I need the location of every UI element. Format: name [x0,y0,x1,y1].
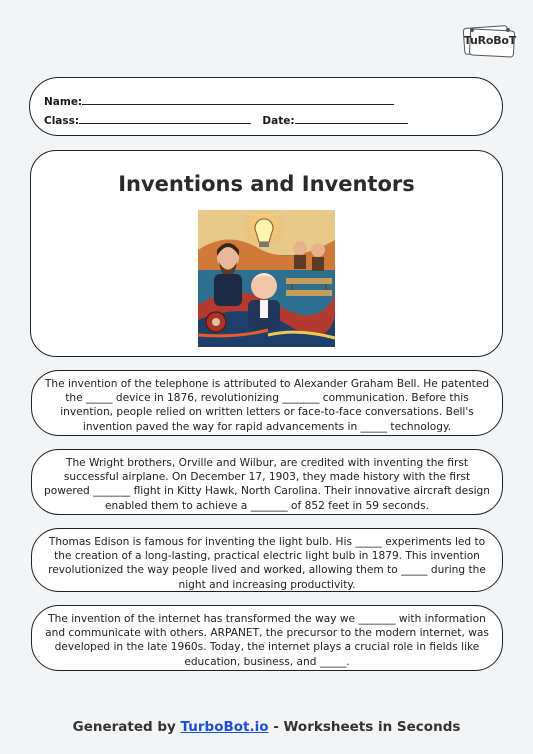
worksheet-title: Inventions and Inventors [118,172,415,196]
paragraph-edison: Thomas Edison is famous for inventing the light bulb. His _____ experiments led to the creation of a long-lasting, practical electric light bulb in 1879. This invention revolutionized the way people lived and worked, allowing them to _____ during the night and increasing productivity. [48,536,486,591]
footer-prefix: Generated by [72,719,181,735]
inventors-illustration [198,210,335,347]
student-info-card [29,77,503,136]
class-field[interactable] [79,113,251,124]
footer [0,719,533,735]
footer-link[interactable]: TurboBot.io [180,719,269,735]
paragraph-card-internet [31,605,503,671]
title-card [30,150,503,357]
name-field[interactable] [82,94,394,105]
paragraph-wright-brothers: The Wright brothers, Orville and Wilbur, are credited with inventing the first successful airplane. On December 17, 1903, they made history with the first powered _______ flight in Kitty Hawk, North Carolina. Their innovative aircraft design enabled them to achieve a _______ of 852 feet in 59 seconds. [44,457,490,512]
class-label: Class: [44,115,80,127]
paragraph-telephone: The invention of the telephone is attributed to Alexander Graham Bell. He patented the _____ device in 1876, revolutionizing _______ communication. Before this invention, people relied on written letters or face-to-face conversations. Bell's invention paved the way for rapid advancements in _____ technology. [44,378,490,433]
logo-text: TuRoBoT [463,34,517,47]
name-label: Name: [44,96,83,108]
paragraph-card-telephone [31,370,503,436]
name-row [44,94,394,108]
footer-suffix: - Worksheets in Seconds [268,719,461,735]
paragraph-card-wright-brothers [31,449,503,515]
class-date-row [44,113,408,127]
paragraph-card-edison [31,528,503,592]
date-label: Date: [262,115,295,127]
paragraph-internet: The invention of the internet has transformed the way we _______ with information and communicate with others. ARPANET, the precursor to the modern internet, was developed in the late 1960s. Today, the internet plays a crucial role in fields like education, business, and _____. [45,613,489,668]
date-field[interactable] [295,113,408,124]
turobot-logo [462,24,518,58]
